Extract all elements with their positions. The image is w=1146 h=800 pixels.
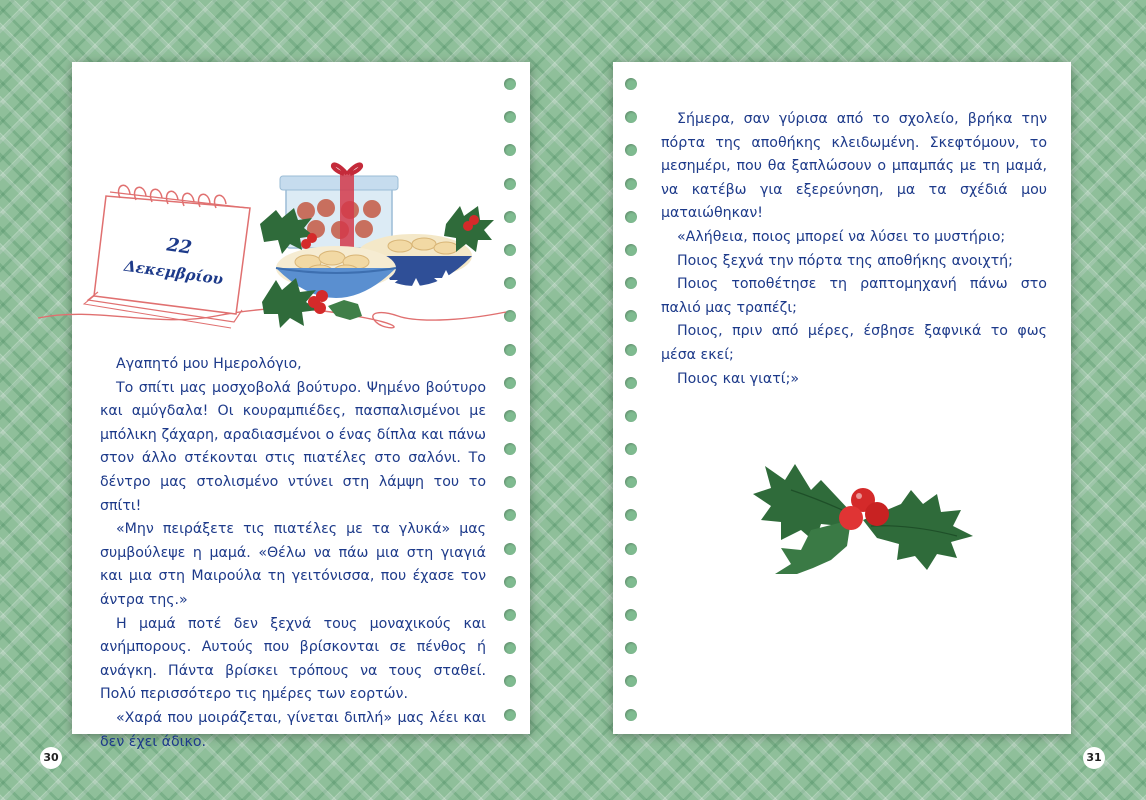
binder-hole: [625, 277, 637, 289]
binder-hole: [625, 178, 637, 190]
right-page: [613, 62, 1071, 734]
paragraph: «Αλήθεια, ποιος μπορεί να λύσει το μυστήριο;: [677, 228, 1006, 245]
binder-hole: [625, 211, 637, 223]
page-number-left: 30: [40, 747, 62, 769]
paragraph: «Μην πειράξετε τις πιατέλες με τα γλυκά» μας συμβούλεψε η μαμά. «Θέλω να πάω μια στη γιαγιά και μια στη Μαιρούλα τη γειτόνισσα, που έχασε τον άντρα της.»: [100, 521, 486, 608]
paragraph: Αγαπητό μου Ημερολόγιο,: [116, 356, 302, 372]
binder-hole: [625, 642, 637, 654]
calendar-month: Δεκεμβρίου: [123, 256, 225, 289]
paragraph: Το σπίτι μας μοσχοβολά βούτυρο. Ψημένο βούτυρο και αμύγδαλα! Οι κουραμπιέδες, πασπαλισμένοι με μπόλικη ζάχαρη, αραδιασμένοι ο ένας δίπλα και πάνω στον άλλο στέκονται στις πιατέλες στο σαλόνι. Το δέντρο μας στολισμένο ντύνει στη λάμψη του το σπίτι!: [100, 379, 486, 514]
binder-hole: [504, 609, 516, 621]
binder-hole: [625, 443, 637, 455]
paragraph: Η μαμά ποτέ δεν ξεχνά τους μοναχικούς και ανήμπορους. Αυτούς που βρίσκονται σε πένθος ή ανάγκη. Πάντα βρίσκει τρόπους να τους σταθεί. Πολύ περισσότερο τις ημέρες των εορτών.: [100, 615, 486, 703]
header-illustration: [36, 96, 516, 336]
binder-hole: [625, 509, 637, 521]
binder-holes: [625, 78, 639, 742]
binder-hole: [504, 344, 516, 356]
binder-hole: [625, 78, 637, 90]
left-page: [72, 62, 530, 750]
binder-hole: [504, 410, 516, 422]
diary-entry-text: [661, 108, 1047, 391]
paragraph: Ποιος, πριν από μέρες, έσβησε ξαφνικά το φως μέσα εκεί;: [661, 323, 1047, 363]
binder-hole: [625, 377, 637, 389]
paragraph: Ποιος ξεχνά την πόρτα της αποθήκης ανοιχτή;: [677, 252, 1013, 269]
binder-hole: [625, 144, 637, 156]
diary-entry-text: [100, 353, 486, 754]
paragraph: Ποιος και γιατί;»: [677, 370, 800, 387]
paragraph: Σήμερα, σαν γύρισα από το σχολείο, βρήκα την πόρτα της αποθήκης κλειδωμένη. Σκεφτόμουν, το μεσημέρι, που θα ξαπλώσουν ο μπαμπάς με τη μαμά, να κατέβω για εξερεύνηση, μα τα σχέδιά μου ματαιώθηκαν!: [661, 111, 1047, 222]
binder-hole: [504, 476, 516, 488]
binder-hole: [625, 675, 637, 687]
binder-hole: [625, 244, 637, 256]
paragraph: Ποιος τοποθέτησε τη ραπτομηχανή πάνω στο παλιό μας τραπέζι;: [661, 276, 1047, 316]
binder-hole: [625, 344, 637, 356]
binder-hole: [504, 642, 516, 654]
page-number-right: 31: [1083, 747, 1105, 769]
binder-hole: [625, 410, 637, 422]
holly-icon: [751, 450, 981, 580]
binder-hole: [625, 543, 637, 555]
binder-hole: [504, 576, 516, 588]
calendar-icon: [84, 185, 250, 328]
binder-hole: [504, 509, 516, 521]
binder-hole: [625, 111, 637, 123]
binder-hole: [504, 709, 516, 721]
binder-hole: [625, 709, 637, 721]
binder-hole: [625, 310, 637, 322]
binder-hole: [504, 543, 516, 555]
calendar-day: 22: [165, 234, 194, 259]
binder-hole: [504, 443, 516, 455]
paragraph: «Χαρά που μοιράζεται, γίνεται διπλή» μας λέει και δεν έχει άδικο.: [100, 709, 486, 750]
binder-hole: [625, 476, 637, 488]
binder-hole: [504, 675, 516, 687]
binder-hole: [504, 78, 516, 90]
binder-hole: [504, 377, 516, 389]
binder-hole: [625, 576, 637, 588]
binder-hole: [625, 609, 637, 621]
